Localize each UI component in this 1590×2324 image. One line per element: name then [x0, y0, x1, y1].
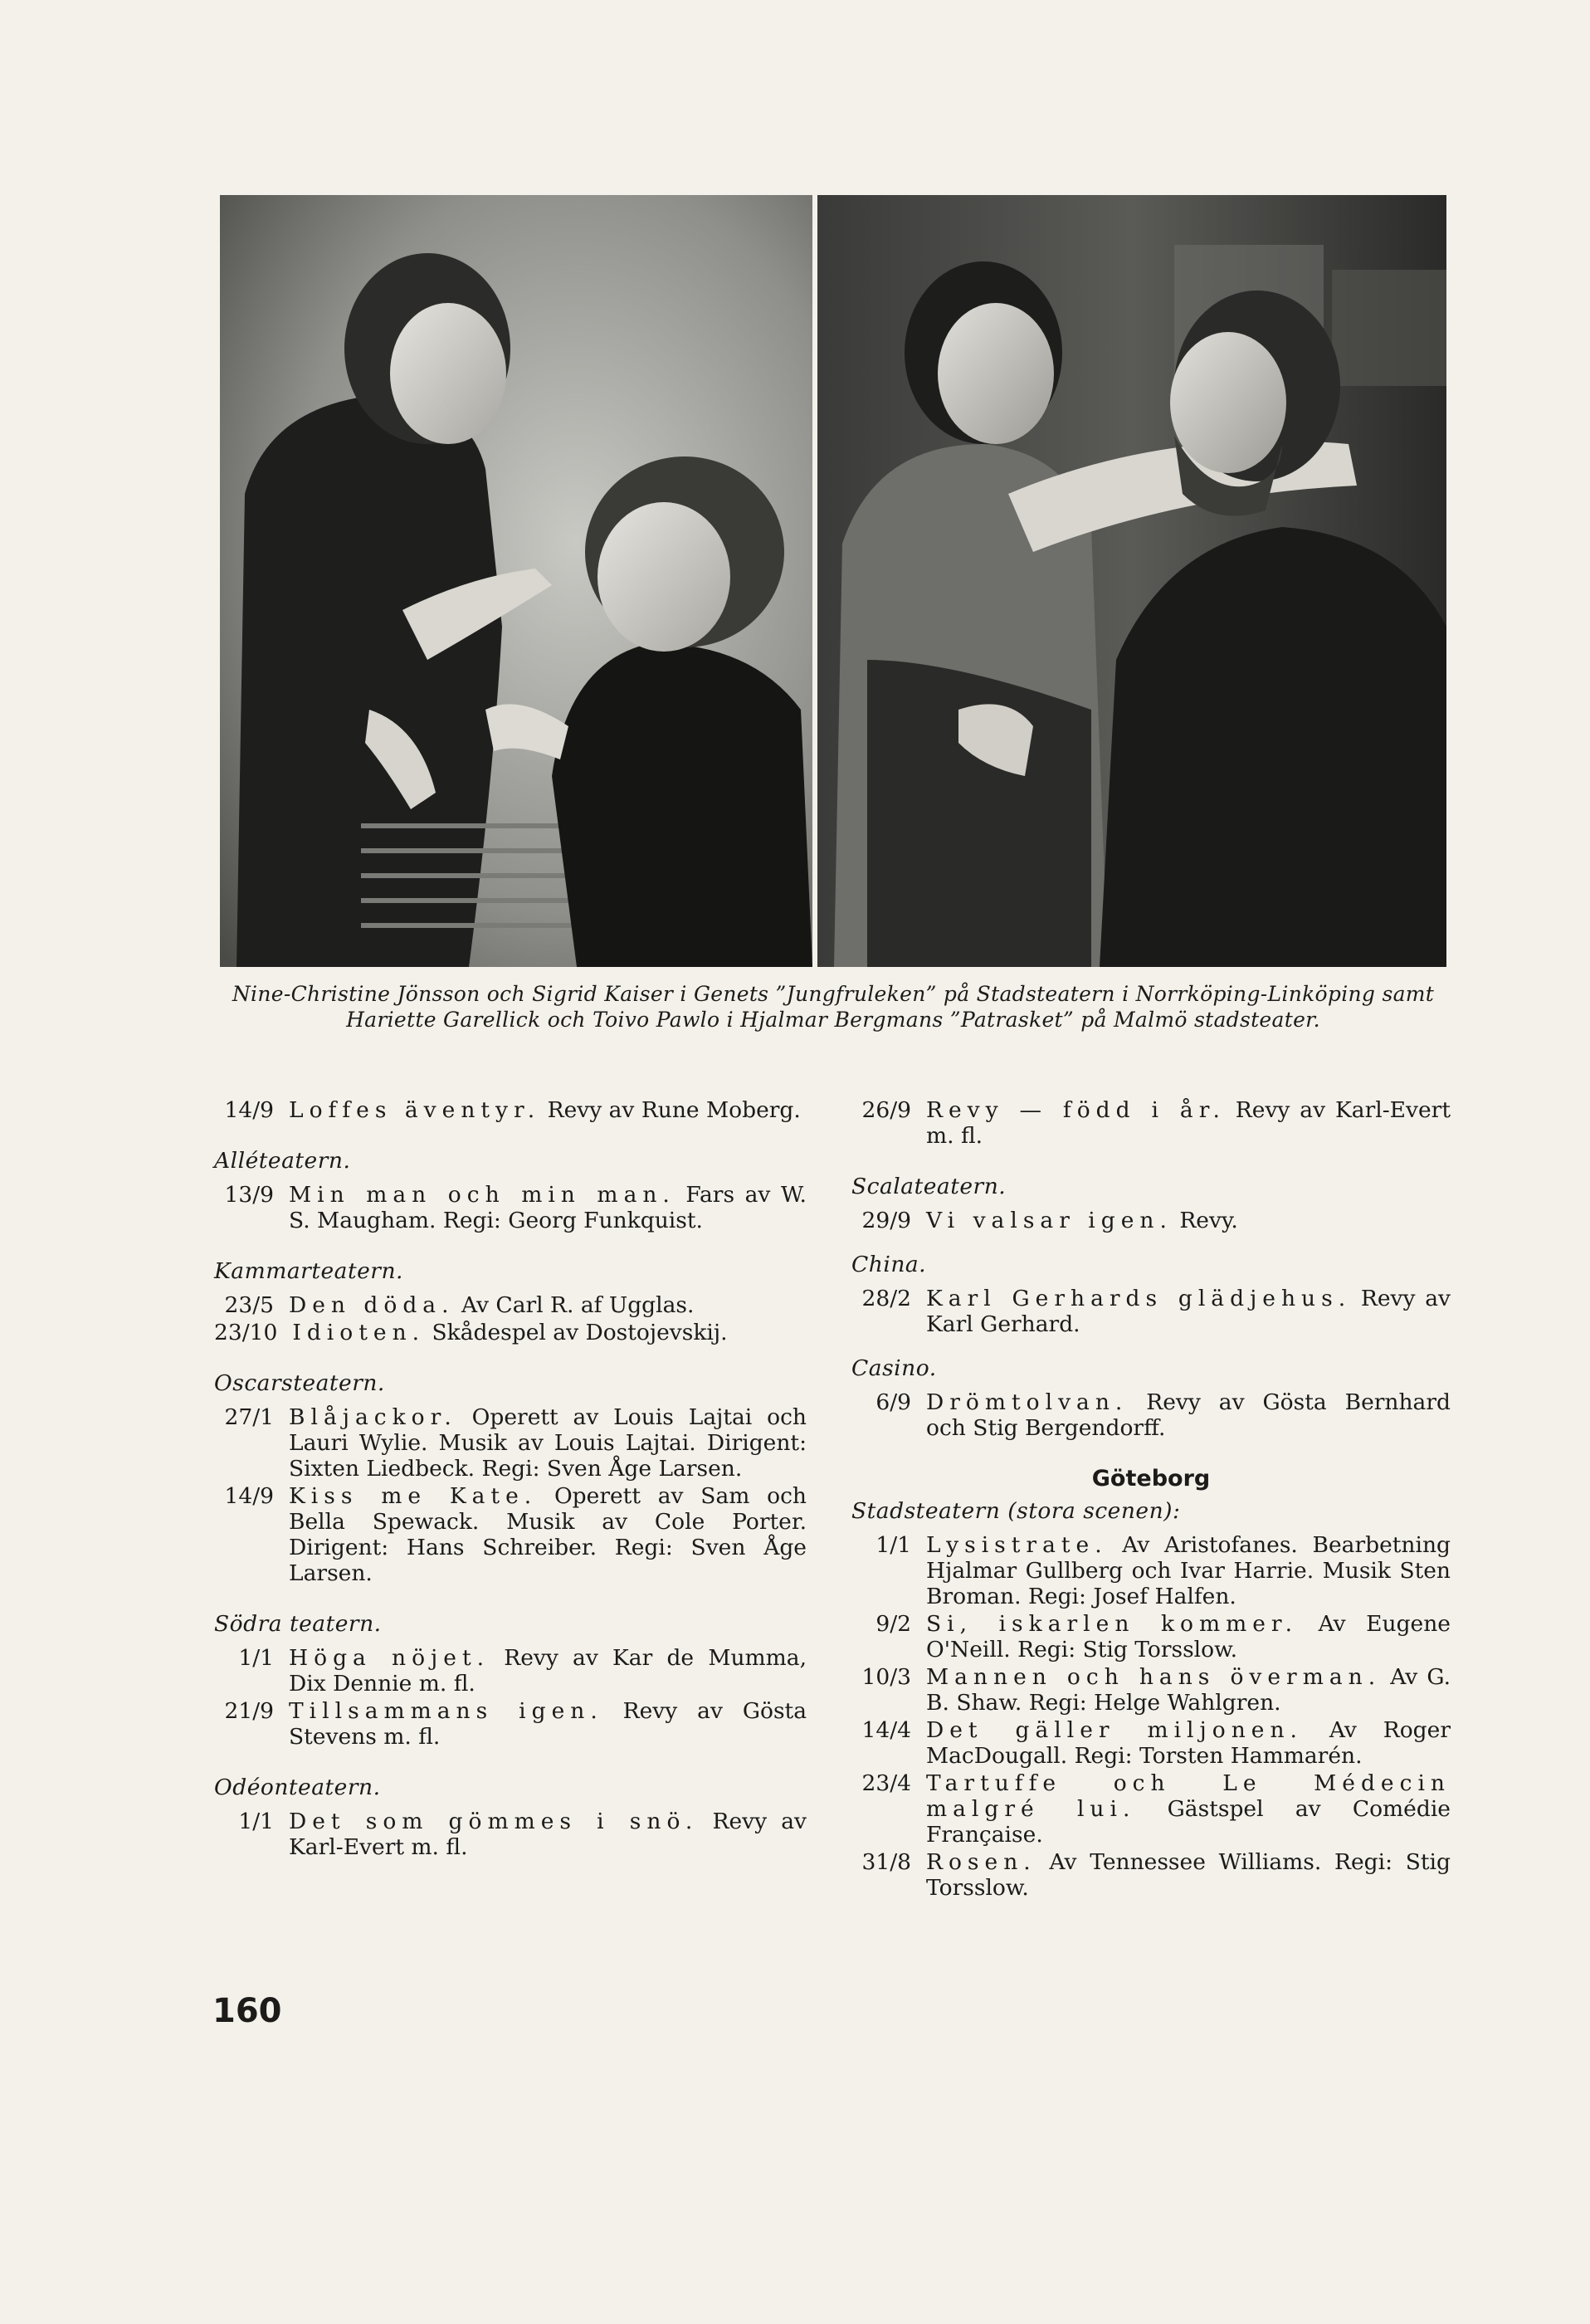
entry-date: 27/1 — [224, 1404, 274, 1430]
entry-date: 23/5 — [224, 1292, 274, 1318]
entry-title: Vi valsar igen. — [926, 1208, 1173, 1233]
list-item — [851, 1717, 1451, 1769]
entry-title: Det gäller miljonen. — [926, 1717, 1303, 1743]
entry-date: 13/9 — [224, 1182, 274, 1208]
entry-date: 14/4 — [861, 1717, 911, 1743]
entry-title: Tartuffe och Le Médecin malgré lui. — [926, 1770, 1451, 1822]
entry-date: 23/4 — [861, 1770, 911, 1796]
entry-description: Revy av Rune Moberg. — [540, 1097, 801, 1123]
entry-description: Revy. — [1172, 1208, 1238, 1233]
list-item — [214, 1182, 807, 1233]
entry-title: Mannen och hans överman. — [926, 1664, 1382, 1690]
right-column — [851, 1097, 1451, 1902]
entry-description: Skådespel av Dostojevskij. — [425, 1320, 728, 1345]
entry-description: Av Aristofanes. Bearbetning Hjalmar Gullberg och Ivar Harrie. Musik Sten Broman. Regi: Josef Halfen. — [926, 1532, 1451, 1609]
entry-title: Revy — född i år. — [926, 1097, 1226, 1123]
entry-date: 1/1 — [238, 1645, 274, 1671]
list-item — [851, 1770, 1451, 1848]
section-heading-oscarsteatern: Oscarsteatern. — [214, 1370, 385, 1396]
entry-title: Drömtolvan. — [926, 1389, 1129, 1415]
list-item — [214, 1809, 807, 1860]
entry-date: 29/9 — [861, 1208, 911, 1233]
list-item — [851, 1532, 1451, 1609]
entry-title: Loffes äventyr. — [289, 1097, 541, 1123]
list-item — [214, 1645, 807, 1697]
page-number: 160 — [212, 1992, 282, 2030]
entry-title: Den döda. — [289, 1292, 455, 1318]
entry-description: Gästspel av Comédie Française. — [926, 1796, 1451, 1848]
list-item — [851, 1664, 1451, 1716]
section-heading-casino: Casino. — [851, 1355, 937, 1381]
entry-title: Tillsammans igen. — [289, 1698, 603, 1724]
list-item — [851, 1611, 1451, 1662]
section-heading-china: China. — [851, 1252, 927, 1277]
list-item — [851, 1208, 1451, 1233]
city-heading-goteborg: Göteborg — [1091, 1466, 1211, 1492]
entry-description: Av Tennessee Williams. Regi: Stig Torsslow. — [926, 1849, 1451, 1901]
section-heading-sodra-teatern: Södra teatern. — [214, 1611, 382, 1637]
entry-date: 14/9 — [224, 1483, 274, 1509]
entry-description: Revy av Karl Gerhard. — [926, 1286, 1451, 1337]
entry-date: 21/9 — [224, 1698, 274, 1724]
list-item — [851, 1286, 1451, 1337]
entry-description: Av G. B. Shaw. Regi: Helge Wahlgren. — [926, 1664, 1451, 1716]
list-item — [214, 1320, 807, 1345]
entry-title: Blåjackor. — [289, 1404, 457, 1430]
entry-date: 1/1 — [238, 1809, 274, 1834]
entry-description: Revy av Gösta Bernhard och Stig Bergendorff. — [926, 1389, 1451, 1441]
list-item — [851, 1097, 1451, 1149]
section-heading-odeonteatern: Odéonteatern. — [214, 1775, 381, 1800]
list-item — [214, 1404, 807, 1482]
entry-title: Kiss me Kate. — [289, 1483, 538, 1509]
section-heading-kammarteatern: Kammarteatern. — [214, 1258, 403, 1284]
entry-title: Min man och min man. — [289, 1182, 676, 1208]
list-item — [851, 1389, 1451, 1441]
section-heading-alleteatern: Alléteatern. — [214, 1148, 351, 1174]
photo-jungfruleken — [220, 195, 812, 967]
list-item — [214, 1097, 807, 1123]
section-heading-scalateatern: Scalateatern. — [851, 1174, 1007, 1199]
entry-date: 26/9 — [861, 1097, 911, 1123]
entry-description: Operett av Sam och Bella Spewack. Musik av Cole Porter. Dirigent: Hans Schreiber. Regi: Sven Åge Larsen. — [289, 1483, 807, 1586]
list-item — [214, 1292, 807, 1318]
entry-description: Av Carl R. af Ugglas. — [454, 1292, 695, 1318]
entry-description: Revy av Karl-Evert m. fl. — [289, 1809, 807, 1860]
entry-description: Revy av Karl-Evert m. fl. — [926, 1097, 1451, 1149]
entry-date: 10/3 — [861, 1664, 911, 1690]
entry-description: Av Roger MacDougall. Regi: Torsten Hammarén. — [926, 1717, 1451, 1769]
entry-date: 1/1 — [875, 1532, 911, 1558]
entry-description: Av Eugene O'Neill. Regi: Stig Torsslow. — [926, 1611, 1451, 1662]
list-item — [851, 1849, 1451, 1901]
photo-patrasket — [817, 195, 1446, 967]
entry-description: Operett av Louis Lajtai och Lauri Wylie. Musik av Louis Lajtai. Dirigent: Sixten Liedbeck. Regi: Sven Åge Larsen. — [289, 1404, 807, 1482]
section-heading-stadsteatern: Stadsteatern (stora scenen): — [851, 1498, 1181, 1524]
entry-description: Revy av Kar de Mumma, Dix Dennie m. fl. — [289, 1645, 807, 1697]
photo-caption: Nine-Christine Jönsson och Sigrid Kaiser i Genets ”Jungfruleken” på Stadsteatern i Norrköping-Linköping samt Hariette Garellick och Toivo Pawlo i Hjalmar Bergmans ”Patrasket” på Malmö stadsteater. — [232, 982, 1435, 1032]
photo-strip — [220, 195, 1446, 967]
entry-date: 28/2 — [861, 1286, 911, 1311]
entry-title: Rosen. — [926, 1849, 1036, 1875]
entry-title: Idioten. — [292, 1320, 426, 1345]
list-item — [214, 1698, 807, 1750]
entry-date: 23/10 — [214, 1320, 278, 1345]
list-item — [214, 1483, 807, 1586]
entry-description: Revy av Gösta Stevens m. fl. — [289, 1698, 807, 1750]
entry-description: Fars av W. S. Maugham. Regi: Georg Funkquist. — [289, 1182, 807, 1233]
entry-title: Det som gömmes i snö. — [289, 1809, 699, 1834]
entry-title: Si, iskarlen kommer. — [926, 1611, 1299, 1637]
entry-title: Lysistrate. — [926, 1532, 1108, 1558]
entry-title: Höga nöjet. — [289, 1645, 490, 1671]
entry-date: 9/2 — [875, 1611, 911, 1637]
entry-date: 14/9 — [224, 1097, 274, 1123]
left-column — [214, 1097, 807, 1862]
entry-date: 31/8 — [861, 1849, 911, 1875]
entry-title: Karl Gerhards glädjehus. — [926, 1286, 1352, 1311]
entry-date: 6/9 — [875, 1389, 911, 1415]
